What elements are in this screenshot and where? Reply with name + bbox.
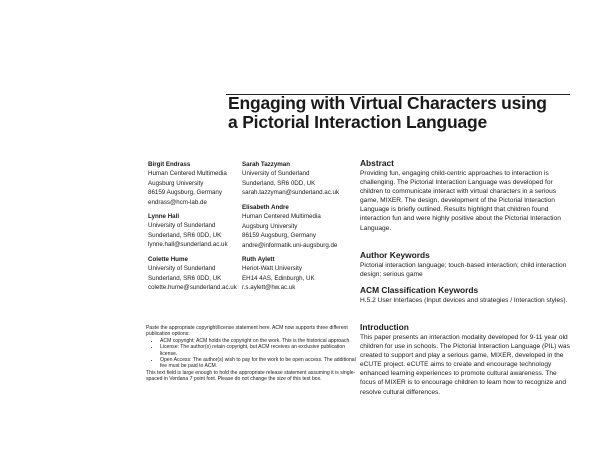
keywords-text: Pictorial interaction language; touch-based interaction; child interaction design; serious game [360,262,567,279]
author-address: 86159 Augsburg, Germany [242,232,316,240]
author-address: EH14 4AS, Edinburgh, UK [242,274,315,282]
abstract-heading: Abstract [360,158,394,168]
author-email[interactable]: endrass@hcm-lab.de [148,198,207,206]
copyright-options [146,338,358,370]
author-affiliation: Heriot-Watt University [242,265,302,273]
author-block [148,160,248,207]
author-email[interactable]: lynne.hall@sunderland.ac.uk [148,241,228,249]
author-affiliation: Augsburg University [242,222,298,230]
introduction-text: This paper presents an interaction modality developed for 9-11 year old children for use in schools. The Pictorial Interaction Language (PIL) was created to support and play a serious game, MIXER, developed in the eCUTE project. eCUTE aims to create and encourage technology enhanced learning experiences to promote cultural awareness. The focus of MIXER is to encourage children to learn how to recognize and resolve cultural differences. [360,334,570,396]
copyright-intro: Paste the appropriate copyright/license statement here. ACM now supports three different publication options: [146,325,348,338]
author-affiliation: Human Centered Multimedia [242,213,321,221]
author-affiliation: Augsburg University [148,179,204,187]
author-affiliation: University of Sunderland [242,170,310,178]
author-name: Birgit Endrass [148,161,191,168]
author-affiliation: University of Sunderland [148,265,216,273]
copyright-outro: This text field is large enough to hold the appropriate release statement assuming it is single-spaced in Verdana 7 point font. Please do not change the size of this text box. [146,369,356,383]
author-block [242,160,342,198]
author-address: Sunderland, SR6 0DD, UK [148,231,222,239]
author-name: Ruth Aylett [242,256,275,263]
author-email[interactable]: andre@informatik.uni-augsburg.de [242,241,338,249]
acm-classification-heading: ACM Classification Keywords [360,285,479,295]
author-name: Lynne Hall [148,213,180,220]
author-address: 86159 Augsburg, Germany [148,189,222,197]
author-email[interactable]: r.s.aylett@hw.ac.uk [242,284,296,292]
copyright-box [146,325,358,383]
keywords-heading: Author Keywords [360,250,430,260]
author-affiliation: Human Centered Multimedia [148,170,227,178]
author-email[interactable]: sarah.tazzyman@sunderland.ac.uk [242,189,340,197]
copyright-option [160,344,358,357]
author-block [242,255,342,293]
paper-title: Engaging with Virtual Characters using a Pictorial Interaction Language [228,93,547,132]
author-block [242,203,342,250]
author-block [148,255,248,293]
author-block [148,212,248,250]
author-name: Sarah Tazzyman [242,161,291,168]
author-address: Sunderland, SR6 0DD, UK [148,274,222,282]
acm-classification-text: H.5.2 User Interfaces (Input devices and strategies / Interaction styles). [360,297,568,304]
copyright-option [160,357,358,370]
author-name: Colette Hume [148,256,188,263]
introduction-heading: Introduction [360,322,409,332]
author-name: Elisabeth Andre [242,204,289,211]
author-affiliation: University of Sunderland [148,222,216,230]
copyright-option-text: • License: The author(s) retain copyright, but ACM receives an exclusive publication license. [160,344,346,357]
copyright-option-text: • Open Access: The author(s) wish to pay for the work to be open access. The additional fee must be paid to ACM. [160,357,356,370]
author-email[interactable]: colette.hume@sunderland.ac.uk [148,284,237,292]
author-address: Sunderland, SR6 0DD, UK [242,179,316,187]
copyright-option-text: • ACM copyright: ACM holds the copyright on the work. This is the historical approach. [160,337,351,344]
abstract-text: Providing fun, engaging child-centric approaches to interaction is challenging. The Pictorial Interaction Language was developed for children to communicate interact with virtual characters in a serious game, MIXER. The design, development of the Pictorial Interaction Language is briefly outlined. Results highlight that children found interaction fun and were highly positive about the Pictorial Interaction Language. [360,170,561,232]
